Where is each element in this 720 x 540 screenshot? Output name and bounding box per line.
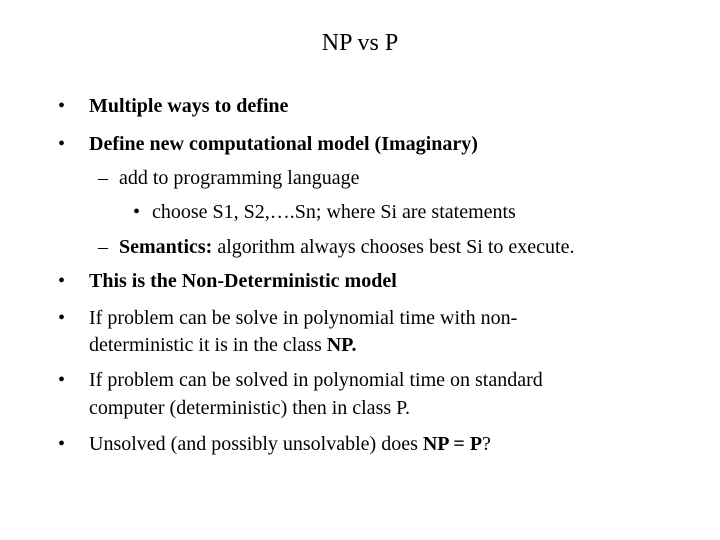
subitem-add-to-language: add to programming language [119, 167, 360, 189]
np-line2-text: deterministic it is in the class [89, 334, 327, 356]
bullet-marker: • [133, 201, 141, 223]
np-equals-p-bold: NP = P [422, 433, 483, 455]
bullet-item-p-line2: computer (deterministic) then in class P. [89, 397, 411, 419]
bullet-item-nondeterministic: This is the Non-Deterministic model [89, 270, 397, 292]
np-equals-p-post: ? [482, 433, 491, 455]
bullet-marker: • [58, 433, 66, 455]
bullet-marker: • [58, 95, 66, 117]
bullet-item-np-line2 [89, 332, 357, 358]
dash-marker: – [98, 167, 108, 189]
slide-title: NP vs P [321, 30, 399, 56]
np-class-label: NP. [326, 334, 357, 356]
subitem-semantics [119, 234, 574, 260]
bullet-marker: • [58, 270, 66, 292]
bullet-item-np-equals-p [89, 431, 491, 457]
bullet-item-multiple-ways: Multiple ways to define [89, 95, 289, 117]
np-equals-p-pre: Unsolved (and possibly unsolvable) does [89, 433, 423, 455]
bullet-item-p-line1: If problem can be solved in polynomial time on standard [89, 369, 543, 391]
bullet-marker: • [58, 133, 66, 155]
bullet-marker: • [58, 369, 66, 391]
bullet-item-define-model: Define new computational model (Imaginary) [89, 133, 478, 155]
bullet-item-np-line1: If problem can be solve in polynomial time with non- [89, 307, 518, 329]
dash-marker: – [98, 236, 108, 258]
semantics-label: Semantics: [119, 236, 213, 258]
semantics-text: algorithm always chooses best Si to execute. [212, 236, 575, 258]
bullet-marker: • [58, 307, 66, 329]
subsubitem-choose: choose S1, S2,….Sn; where Si are statements [152, 201, 516, 223]
